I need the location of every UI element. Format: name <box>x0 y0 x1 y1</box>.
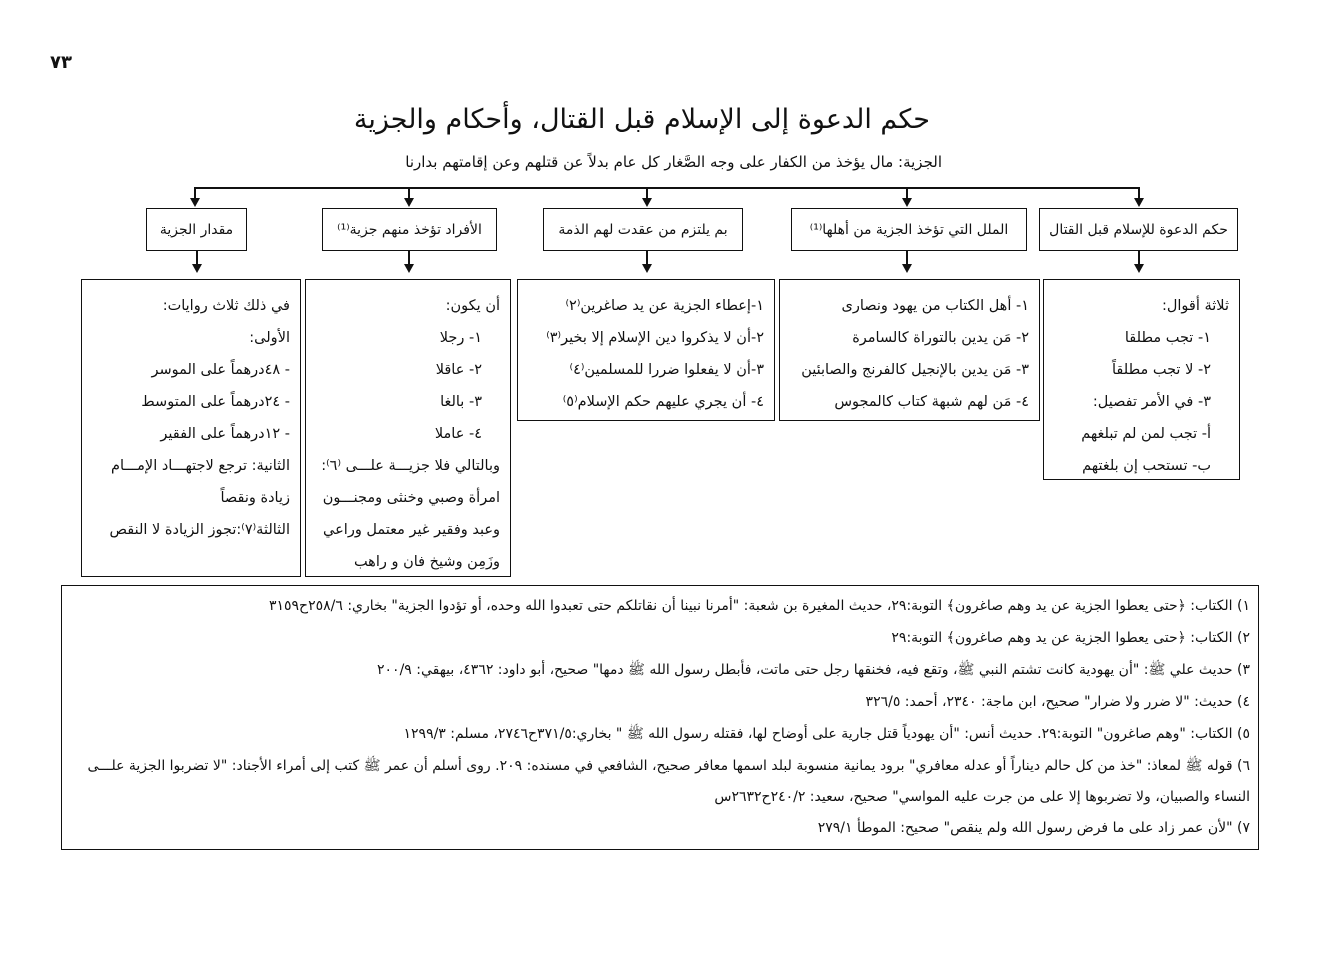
list-item: - ٢٤درهماً على المتوسط <box>141 394 290 410</box>
arrow-lower-col4 <box>404 264 414 273</box>
arrow-lower-col3 <box>642 264 652 273</box>
list-item: ٣- مَن يدين بالإنجيل كالفرنج والصابئين <box>801 362 1029 378</box>
content-individuals <box>305 279 511 577</box>
footnotes-box <box>61 585 1259 850</box>
header-nations <box>791 208 1027 251</box>
arrow-col1 <box>1134 198 1144 207</box>
list-item: الثانية: ترجع لاجتهـــاد الإمـــام <box>111 458 290 474</box>
arrow-col5 <box>190 198 200 207</box>
list-item: ٤- أن يجري عليهم حكم الإسلام⁽٥⁾ <box>562 394 764 410</box>
list-item: ٤- عاملا <box>434 426 482 442</box>
connector-lower-col1 <box>1138 251 1140 265</box>
connector-lower-col4 <box>408 251 410 265</box>
arrow-lower-col1 <box>1134 264 1144 273</box>
list-item: ٢-أن لا يذكروا دين الإسلام إلا بخير⁽٣⁾ <box>546 330 764 346</box>
header-label: الأفراد تؤخذ منهم جزية⁽¹⁾ <box>337 221 482 238</box>
page-title: حكم الدعوة إلى الإسلام قبل القتال، وأحكام والجزية <box>353 104 930 135</box>
list-item: امرأة وصبي وخنثى ومجنـــون <box>322 490 500 506</box>
header-label: مقدار الجزية <box>159 221 234 238</box>
list-item: ٢- عاقلا <box>435 362 482 378</box>
footnote: النساء والصبيان، ولا تضربوها إلا على من جرت عليه المواسي" صحيح، سعيد: ٢٤٠/٢ح٢٦٣٢س <box>714 789 1250 805</box>
arrow-lower-col5 <box>192 264 202 273</box>
list-item: ١- أهل الكتاب من يهود ونصارى <box>841 298 1029 314</box>
header-dhimma-obligations <box>543 208 743 251</box>
connector-lower-col5 <box>196 251 198 265</box>
list-item: - ١٢درهماً على الفقير <box>160 426 290 442</box>
list-item: ٣- في الأمر تفصيل: <box>1092 394 1211 410</box>
list-item: الأولى: <box>249 330 290 346</box>
list-item: ١-إعطاء الجزية عن يد صاغرين⁽٢⁾ <box>565 298 764 314</box>
content-call-to-islam <box>1043 279 1240 480</box>
list-item: ٢- مَن يدين بالتوراة كالسامرة <box>852 330 1029 346</box>
footnote: ٧) "لأن عمر زاد على ما فرض رسول الله ولم ينقص" صحيح: الموطأ ٢٧٩/١ <box>817 820 1250 836</box>
arrow-lower-col2 <box>902 264 912 273</box>
connector-lower-col2 <box>906 251 908 265</box>
list-item: ٣-أن لا يفعلوا ضررا للمسلمين⁽٤⁾ <box>569 362 764 378</box>
footnote: ٤) حديث: "لا ضرر ولا ضرار" صحيح، ابن ماجة: ٢٣٤٠، أحمد: ٣٢٦/٥ <box>865 694 1250 710</box>
list-item: الثالثة⁽٧⁾:تجوز الزيادة لا النقص <box>109 522 290 538</box>
footnote: ٦) قوله ﷺ لمعاذ: "خذ من كل حالم ديناراً أو عدله معافري" برود يمانية منسوبة لبلد اسمها معافر صحيح، الشافعي في مسنده: ٢٠٩. روى أسلم أن عمر ﷺ كتب إلى أمراء الأجناد: "لا تضربوا الجزية علـــى <box>87 758 1250 774</box>
list-item: وعبد وفقير غير معتمل وراعي <box>323 522 500 538</box>
list-item: وزَمِن وشيخ فان و راهب <box>353 554 500 570</box>
header-amount <box>146 208 247 251</box>
footnote: ٣) حديث علي ﷺ: "أن يهودية كانت تشتم النبي ﷺ، وتقع فيه، فخنقها رجل حتى ماتت، فأبطل رسول الله ﷺ دمها" صحيح، أبو داود: ٤٣٦٢، بيهقي: ٢٠٠/٩ <box>377 662 1250 678</box>
list-item: أن يكون: <box>445 298 500 314</box>
content-amount <box>81 279 301 577</box>
list-item: ١- رجلا <box>439 330 482 346</box>
footnote: ٥) الكتاب: "وهم صاغرون" التوبة:٢٩. حديث أنس: "أن يهودياً قتل جارية على أوضاح لها، فقتله رسول الله ﷺ " بخاري:٣٧١/٥ح٢٧٤٦، مسلم: ١٢٩٩/٣ <box>403 726 1250 742</box>
list-item: زيادة ونقصاً <box>220 490 290 506</box>
header-label: الملل التي تؤخذ الجزية من أهلها⁽¹⁾ <box>809 221 1009 238</box>
list-item: في ذلك ثلاث روايات: <box>162 298 290 314</box>
header-label: بم يلتزم من عقدت لهم الذمة <box>558 221 728 238</box>
jizya-definition: الجزية: مال يؤخذ من الكفار على وجه الصَّغار كل عام بدلاً عن قتلهم وعن إقامتهم بدارنا <box>405 153 942 171</box>
list-item: ٢- لا تجب مطلقاً <box>1112 362 1211 378</box>
list-item: ٤- مَن لهم شبهة كتاب كالمجوس <box>834 394 1029 410</box>
arrow-col2 <box>902 198 912 207</box>
list-item: ب- تستحب إن بلغتهم <box>1082 458 1211 474</box>
connector-lower-col3 <box>646 251 648 265</box>
footnote: ٢) الكتاب: ﴿حتى يعطوا الجزية عن يد وهم صاغرون﴾ التوبة:٢٩ <box>891 630 1250 646</box>
list-item: - ٤٨درهماً على الموسر <box>151 362 290 378</box>
list-item: ٣- بالغا <box>440 394 482 410</box>
list-item: ثلاثة أقوال: <box>1161 298 1229 314</box>
top-connector-line <box>194 187 1140 189</box>
list-item: أ- تجب لمن لم تبلغهم <box>1081 426 1211 442</box>
header-call-to-islam <box>1039 208 1238 251</box>
header-individuals <box>322 208 497 251</box>
content-dhimma-obligations <box>517 279 775 421</box>
content-nations <box>779 279 1040 421</box>
list-item: وبالتالي فلا جزيـــة علـــى ⁽٦⁾: <box>321 458 500 474</box>
arrow-col4 <box>404 198 414 207</box>
header-label: حكم الدعوة للإسلام قبل القتال <box>1049 221 1228 238</box>
list-item: ١- تجب مطلقا <box>1124 330 1211 346</box>
page-number: ٧٣ <box>50 52 72 73</box>
footnote: ١) الكتاب: ﴿حتى يعطوا الجزية عن يد وهم صاغرون﴾ التوبة:٢٩، حديث المغيرة بن شعبة: "أمرنا نبينا أن نقاتلكم حتى تعبدوا الله وحده، أو تؤدوا الجزية" بخاري: ٢٥٨/٦ح٣١٥٩ <box>268 598 1250 614</box>
arrow-col3 <box>642 198 652 207</box>
